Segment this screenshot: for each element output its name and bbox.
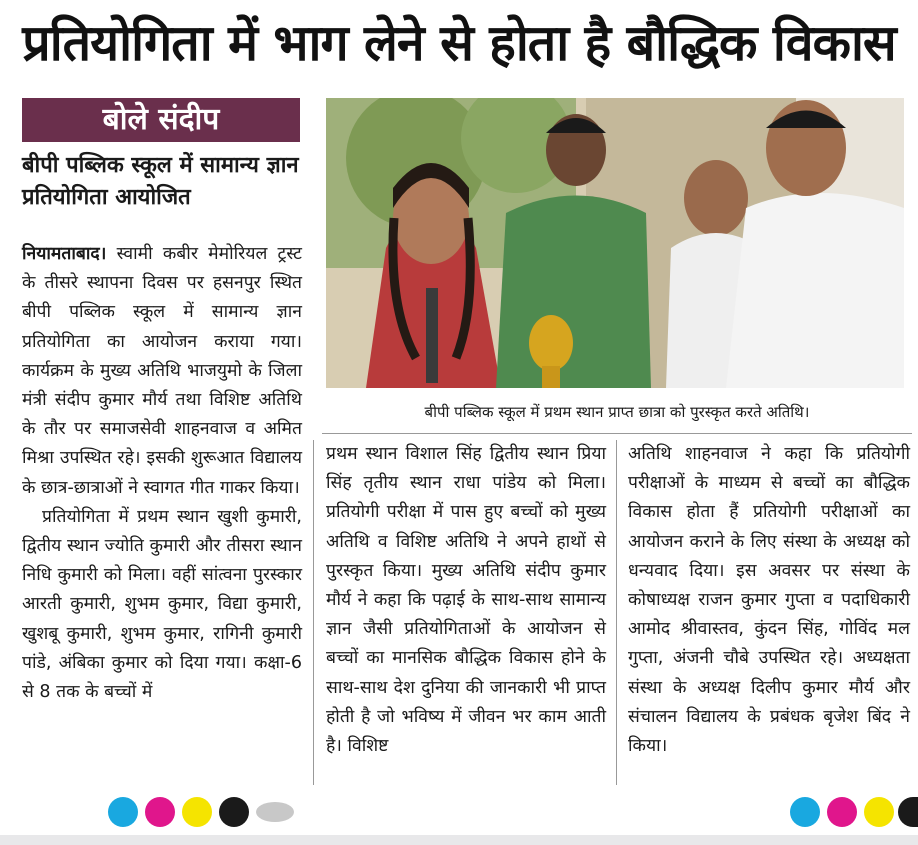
- registration-mark-yellow: [864, 797, 894, 827]
- registration-mark-magenta: [827, 797, 857, 827]
- dateline: नियामताबाद।: [22, 244, 107, 264]
- photo-caption: बीपी पब्लिक स्कूल में प्रथम स्थान प्राप्त छात्रा को पुरस्कृत करते अतिथि।: [424, 403, 810, 421]
- article-column-1: [22, 240, 302, 707]
- paragraph-text: स्वामी कबीर मेमोरियल ट्रस्ट के तीसरे स्थापना दिवस पर हसनपुर स्थित बीपी पब्लिक स्कूल में सामान्य ज्ञान प्रतियोगिता का आयोजन कराया गया। कार्यक्रम के मुख्य अतिथि भाजयुमो के जिला मंत्री संदीप कुमार मौर्य तथा विशिष्ट अतिथि के तौर पर समाजसेवी शाहनवाज व अमित मिश्रा उपस्थित रहे। इसकी शुरूआत विद्यालय के छात्र-छात्राओं ने स्वागत गीत गाकर किया।: [22, 244, 302, 498]
- article-paragraph: प्रतियोगिता में प्रथम स्थान खुशी कुमारी, द्वितीय स्थान ज्योति कुमारी और तीसरा स्थान निधि कुमारी को मिला। वहीं सांत्वना पुरस्कार आरती कुमारी, शुभम कुमार, विद्या कुमारी, खुशबू कुमारी, शुभम कुमार, रागिनी कुमारी पांडे, अंबिका कुमार को दिया गया। कक्षा-6 से 8 तक के बच्चों में: [22, 506, 302, 703]
- article-column-2: [326, 440, 606, 761]
- subheadline: बीपी पब्लिक स्कूल में सामान्य ज्ञान प्रतियोगिता आयोजित: [22, 153, 299, 210]
- article-paragraph: अतिथि शाहनवाज ने कहा कि प्रतियोगी परीक्षाओं के माध्यम से बच्चों का बौद्धिक विकास होता हैं प्रतियोगी परीक्षाओं का आयोजन कराने के लिए संस्था के अध्यक्ष को धन्यवाद दिया। इस अवसर पर संस्था के कोषाध्यक्ष राजन कुमार गुप्ता व पदाधिकारी आमोद श्रीवास्तव, कुंदन सिंह, गोविंद मल गुप्ता, अंजनी चौबे उपस्थित रहे। अध्यक्षता संस्था के अध्यक्ष दिलीप कुमार मौर्य और संचालन विद्यालय के प्रबंधक बृजेश बिंद ने किया।: [628, 444, 910, 757]
- registration-mark-black: [219, 797, 249, 827]
- registration-mark-gray: [256, 802, 294, 822]
- registration-mark-cyan: [790, 797, 820, 827]
- column-divider: [616, 440, 617, 785]
- page-bottom-strip: [0, 835, 918, 845]
- news-photo: [326, 98, 904, 388]
- registration-mark-black: [898, 797, 918, 827]
- article-paragraph: [22, 240, 302, 503]
- headline: प्रतियोगिता में भाग लेने से होता है बौद्धिक विकास: [22, 14, 896, 72]
- registration-mark-magenta: [145, 797, 175, 827]
- article-column-3: [628, 440, 910, 761]
- column-divider: [313, 440, 314, 785]
- registration-mark-yellow: [182, 797, 212, 827]
- divider-horizontal: [322, 433, 912, 434]
- registration-mark-cyan: [108, 797, 138, 827]
- photo-illustration: [326, 98, 904, 388]
- byline-banner: बोले संदीप: [22, 98, 300, 142]
- article-paragraph: प्रथम स्थान विशाल सिंह द्वितीय स्थान प्रिया सिंह तृतीय स्थान राधा पांडेय को मिला। प्रतियोगी परीक्षा में पास हुए बच्चों को मुख्य अतिथि व विशिष्ट अतिथि ने अपने हाथों से पुरस्कृत किया। मुख्य अतिथि संदीप कुमार मौर्य ने कहा कि पढ़ाई के साथ-साथ सामान्य ज्ञान जैसी प्रतियोगिताओं के आयोजन से बच्चों का मानसिक बौद्धिक विकास होने के साथ-साथ देश दुनिया की जानकारी भी प्राप्त होती है जो भविष्य में जीवन भर काम आती है। विशिष्ट: [326, 444, 606, 757]
